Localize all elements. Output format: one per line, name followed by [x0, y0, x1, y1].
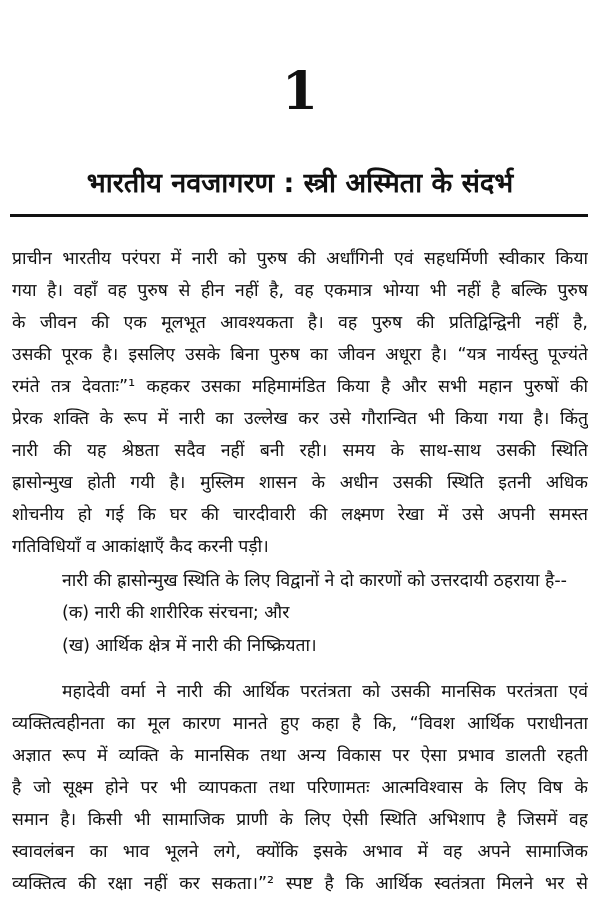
paragraph-3-line: अज्ञात रूप में व्यक्ति के मानसिक तथा अन्य विकास पर ऐसा प्रभाव डालती रहती: [12, 746, 588, 766]
paragraph-3-line: स्वावलंबन का भाव भूलने लगे, क्योंकि इसके अभाव में वह अपने सामाजिक: [12, 842, 588, 862]
paragraph-3-line: महादेवी वर्मा ने नारी की आर्थिक परतंत्रता को उसकी मानसिक परतंत्रता एवं: [62, 682, 588, 702]
chapter-title: भारतीय नवजागरण : स्त्री अस्मिता के संदर्भ: [86, 168, 514, 199]
paragraph-1-line: प्रेरक शक्ति के रूप में नारी का उल्लेख कर उसे गौरान्वित भी किया गया है। किंतु: [12, 409, 588, 429]
paragraph-1-line: शोचनीय हो गई कि घर की चारदीवारी की लक्ष्मण रेखा में उसे अपनी समस्त: [12, 505, 588, 525]
paragraph-3-line: व्यक्तित्वहीनता का मूल कारण मानते हुए कहा है कि, “विवश आर्थिक पराधीनता: [12, 714, 588, 734]
paragraph-1-line: गतिविधियाँ व आकांक्षाएँ कैद करनी पड़ी।: [12, 537, 269, 557]
paragraph-1-line: प्राचीन भारतीय परंपरा में नारी को पुरुष की अर्धांगिनी एवं सहधर्मिणी स्वीकार किया: [12, 249, 588, 269]
paragraph-1-line: के जीवन की एक मूलभूत आवश्यकता है। वह पुरुष की प्रतिद्विन्द्विनी नहीं है,: [12, 313, 588, 333]
title-underline: [10, 214, 588, 217]
paragraph-1-line: रमंते तत्र देवताः”¹ कहकर उसका महिमामंडित किया है और सभी महान पुरुषों की: [12, 377, 588, 397]
chapter-number: 1: [281, 61, 319, 122]
list-item-ka: (क) नारी की शारीरिक संरचना; और: [62, 603, 290, 623]
paragraph-2: नारी की ह्रासोन्मुख स्थिति के लिए विद्वानों ने दो कारणों को उत्तरदायी ठहराया है--: [62, 571, 567, 591]
list-item-kha: (ख) आर्थिक क्षेत्र में नारी की निष्क्रियता।: [62, 636, 317, 656]
paragraph-1-line: गया है। वहाँ वह पुरुष से हीन नहीं है, वह एकमात्र भोग्या भी नहीं है बल्कि पुरुष: [12, 281, 588, 301]
paragraph-3-line: समान है। किसी भी सामाजिक प्राणी के लिए ऐसी स्थिति अभिशाप है जिसमें वह: [12, 810, 588, 830]
paragraph-1-line: ह्रासोन्मुख होती गयी है। मुस्लिम शासन के अधीन उसकी स्थिति इतनी अधिक: [12, 473, 588, 493]
paragraph-3-line: है जो सूक्ष्म होने पर भी व्यापकता तथा परिणामतः आत्मविश्वास के लिए विष के: [12, 778, 588, 798]
paragraph-1-line: उसकी पूरक है। इसलिए उसके बिना पुरुष का जीवन अधूरा है। “यत्र नार्यस्तु पूज्यंते: [12, 345, 588, 365]
paragraph-1-line: नारी की यह श्रेष्ठता सदैव नहीं बनी रही। समय के साथ-साथ उसकी स्थिति: [12, 441, 588, 461]
paragraph-3-line: व्यक्तित्व की रक्षा नहीं कर सकता।”² स्पष्ट है कि आर्थिक स्वतंत्रता मिलने भर से: [12, 874, 588, 894]
